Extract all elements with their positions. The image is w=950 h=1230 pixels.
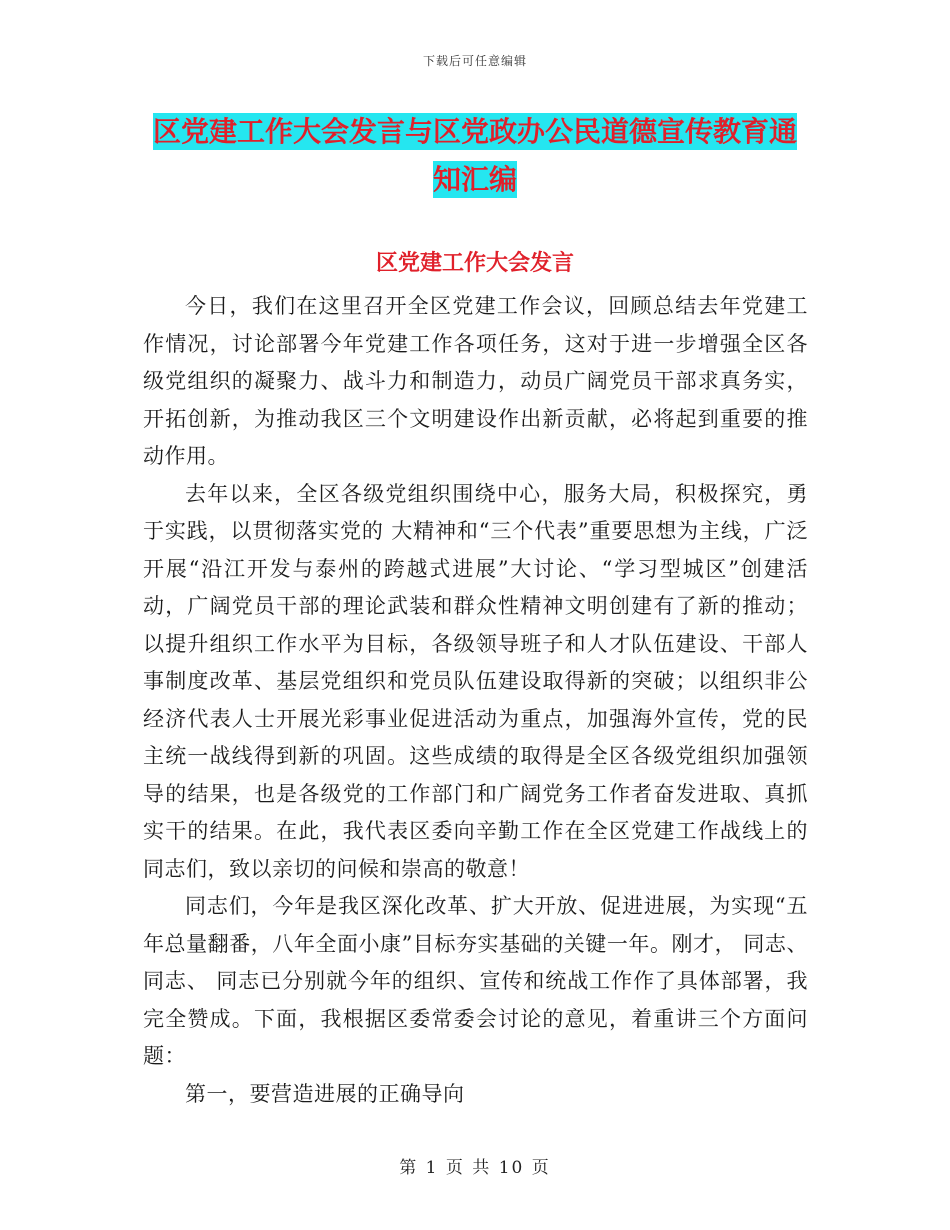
paragraph-2: 去年以来，全区各级党组织围绕中心，服务大局，积极探究，勇于实践，以贯彻落实党的 大精神和“三个代表”重要思想为主线，广泛开展“沿江开发与泰州的跨越式进展”大讨论、“学习型城区”创建活动，广阔党员干部的理论武装和群众性精神文明创建有了新的推动；以提升组织工作水平为目标，各级领导班子和人才队伍建设、干部人事制度改革、基层党组织和党员队伍建设取得新的突破；以组织非公经济代表人士开展光彩事业促进活动为重点，加强海外宣传，党的民主统一战线得到新的巩固。这些成绩的取得是全区各级党组织加强领导的结果，也是各级党的工作部门和广阔党务工作者奋发进取、真抓实干的结果。在此，我代表区委向辛勤工作在全区党建工作战线上的同志们，致以亲切的问候和崇高的敬意！ <box>143 481 808 881</box>
paragraph-3: 同志们，今年是我区深化改革、扩大开放、促进进展，为实现“五年总量翻番，八年全面小康”目标夯实基础的关键一年。刚才， 同志、 同志、 同志已分别就今年的组织、宣传和统战工作作了具体部署，我完全赞成。下面，我根据区委常委会讨论的意见，着重讲三个方面问题： <box>143 894 808 1068</box>
paragraph-4: 第一，要营造进展的正确导向 <box>185 1081 465 1106</box>
header-note: 下载后可任意编辑 <box>422 54 527 68</box>
document-title <box>145 108 805 204</box>
section-title: 区党建工作大会发言 <box>375 251 574 276</box>
page-footer: 第 1 页 共 10 页 <box>399 1158 551 1178</box>
paragraph-1: 今日，我们在这里召开全区党建工作会议，回顾总结去年党建工作情况，讨论部署今年党建工作各项任务，这对于进一步增强全区各级党组织的凝聚力、战斗力和制造力，动员广阔党员干部求真务实，开拓创新，为推动我区三个文明建设作出新贡献，必将起到重要的推动作用。 <box>143 294 808 468</box>
body-text <box>143 288 808 1113</box>
document-title-text: 区党建工作大会发言与区党政办公民道德宣传教育通知汇编 <box>152 115 797 196</box>
